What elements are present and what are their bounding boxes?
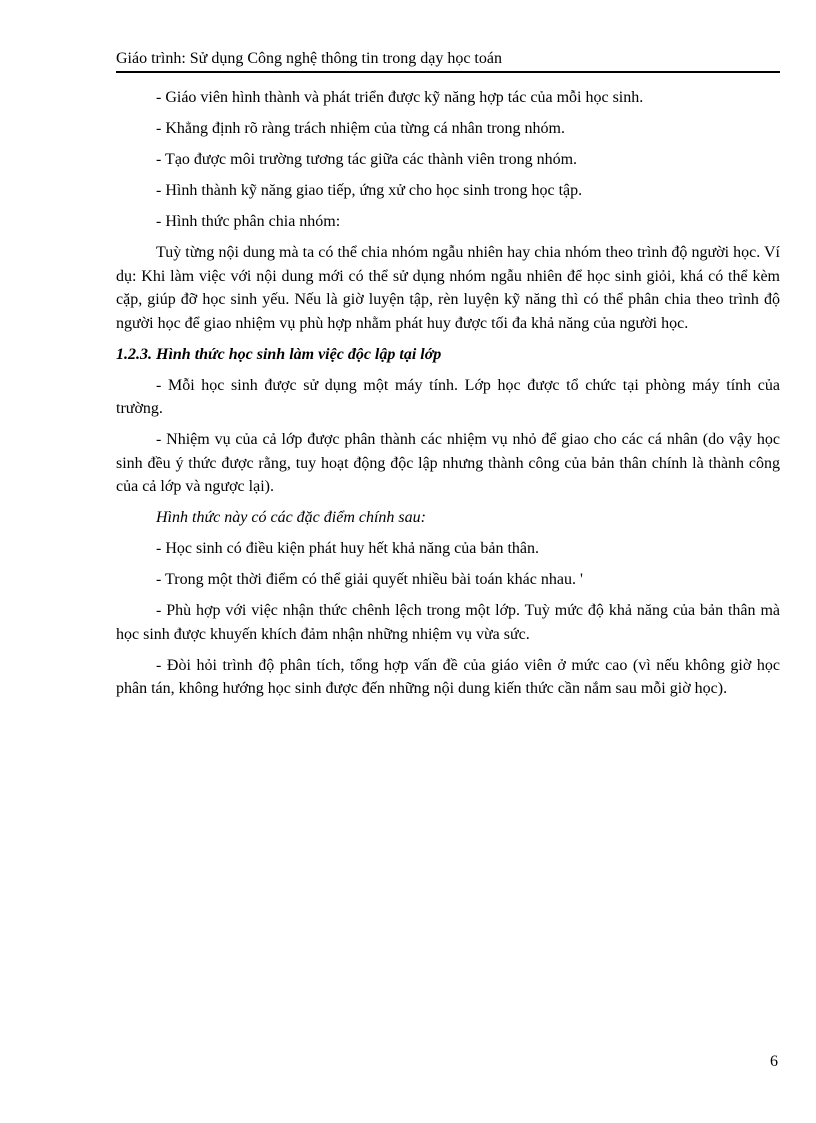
bullet-responsibility: - Khẳng định rõ ràng trách nhiệm của từng cá nhân trong nhóm. xyxy=(156,120,565,137)
bullet-multiple-problems: - Trong một thời điểm có thể giải quyết nhiều bài toán khác nhau. ' xyxy=(156,571,583,588)
bullet-communication-skills: - Hình thành kỹ năng giao tiếp, ứng xử cho học sinh trong học tập. xyxy=(156,182,583,199)
paragraph-grouping-explanation: Tuỳ từng nội dung mà ta có thể chia nhóm ngẫu nhiên hay chia nhóm theo trình độ người học. Ví dụ: Khi làm việc với nội dung mới có thể sử dụng nhóm ngẫu nhiên để học sinh giỏi, khá có thể kèm cặp, giúp đỡ học sinh yếu. Nếu là giờ luyện tập, rèn luyện kỹ năng thì có thể phân chia theo trình độ người học để giao nhiệm vụ phù hợp nhằm phát huy được tối đa khả năng của người học. xyxy=(116,244,780,332)
bullet-interaction-environment: - Tạo được môi trường tương tác giữa các thành viên trong nhóm. xyxy=(156,151,578,168)
bullet-grouping-form: - Hình thức phân chia nhóm: xyxy=(156,213,341,230)
bullet-teacher-skill: - Đòi hỏi trình độ phân tích, tổng hợp vấn đề của giáo viên ở mức cao (vì nếu không giờ học phân tán, không hướng học sinh được đến những nội dung kiến thức cần nắm sau mỗi giờ học). xyxy=(116,656,780,697)
page-number: 6 xyxy=(770,1053,778,1070)
bullet-skill-cooperation: - Giáo viên hình thành và phát triển được kỹ năng hợp tác của mỗi học sinh. xyxy=(156,89,644,106)
section-heading: 1.2.3. Hình thức học sinh làm việc độc lập tại lớp xyxy=(116,345,442,363)
document-body xyxy=(116,86,780,708)
bullet-suitable-awareness: - Phù hợp với việc nhận thức chênh lệch trong một lớp. Tuỳ mức độ khả năng của bản thân mà học sinh được khuyến khích đảm nhận những nhiệm vụ vừa sức. xyxy=(116,602,780,643)
page-header xyxy=(116,50,780,73)
bullet-task-division: - Nhiệm vụ của cả lớp được phân thành các nhiệm vụ nhỏ để giao cho các cá nhân (do vậy học sinh đều ý thức được rằng, tuy hoạt động độc lập nhưng thành công của bản thân chính là thành công của cả lớp và ngược lại). xyxy=(116,431,780,495)
bullet-develop-ability: - Học sinh có điều kiện phát huy hết khả năng của bản thân. xyxy=(156,540,539,557)
header-title: Giáo trình: Sử dụng Công nghệ thông tin trong dạy học toán xyxy=(116,50,502,67)
bullet-computer-per-student: - Mỗi học sinh được sử dụng một máy tính. Lớp học được tổ chức tại phòng máy tính của trường. xyxy=(116,376,780,417)
italic-intro: Hình thức này có các đặc điểm chính sau: xyxy=(156,509,426,526)
